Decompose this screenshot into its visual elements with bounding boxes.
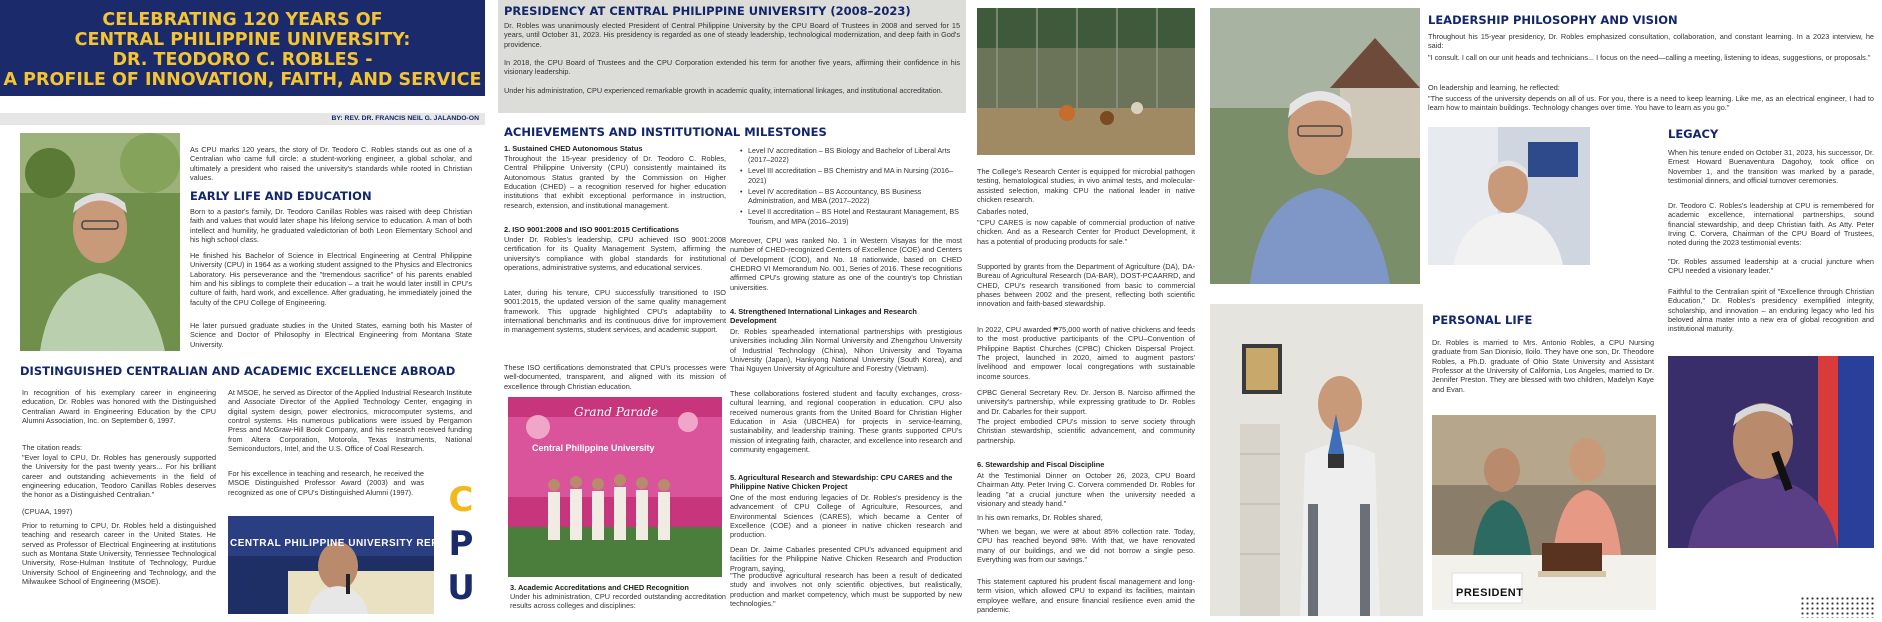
portrait-photo — [20, 133, 180, 351]
s3-title: 3. Academic Accreditations and CHED Recognition — [510, 583, 689, 592]
byline: BY: REV. DR. FRANCIS NEIL G. JALANDO-ON — [331, 115, 479, 122]
photo-banner-text: CENTRAL PHILIPPINE UNIVERSITY REPUBLIC — [230, 538, 472, 549]
legacy-q1: "Dr. Robles assumed leadership at a crucial juncture when CPU needed a visionary leader." — [1668, 257, 1874, 276]
distinguished-heading: DISTINGUISHED CENTRALIAN AND ACADEMIC EXCELLENCE ABROAD — [20, 364, 456, 378]
center-p5: CPBC General Secretary Rev. Dr. Jerson B. Narciso affirmed the university's partnership, while expressing gratitude to Dr. Robles and Dr. Cabarles for their support. — [977, 388, 1195, 416]
center-p6: The project embodied CPU's mission to serve society through Christian stewardship, scientific advancement, and community partnership. — [977, 417, 1195, 445]
list-item: • Level IV accreditation – BS Biology and Bachelor of Liberal Arts (2017–2022) — [740, 146, 962, 164]
personal-p1: Dr. Robles is married to Mrs. Antonio Robles, a CPU Nursing graduate from San Dionisio, Iloilo. They have one son, Dr. Theodore Robles, a Ph.D. graduate of Ohio State University and Assistant Professor at the University of California, Los Angeles, married to Dr. Jennifer Preston. They are blessed with two children, Madelyn Kaye and Evan. — [1432, 338, 1654, 394]
s6-quote: "When we began, we were at about 85% collection rate. Today, CPU has reached beyond 98%. With that, we have renovated many of our buildings, and we did not borrow a single peso. Everything was from our savings." — [977, 527, 1195, 564]
early-life-p1: Born to a pastor's family, Dr. Teodoro Canillas Robles was raised with deep Christian faith and values that would later shape his lifelong service to education. A man of both intellect and humility, he graduated valedictorian of both Leon Elementary School and his high school class. — [190, 207, 472, 244]
legacy-heading: LEGACY — [1668, 127, 1719, 141]
s5-text: One of the most enduring legacies of Dr. Robles's presidency is the advancement of CPU College of Agriculture, Resources, and Environmental Sciences (CARES), which became a Center of Excellence (COE) and a pioneer in native chicken research and production. — [730, 493, 962, 540]
award-trophy-photo — [1210, 304, 1423, 616]
leadership-q2: "The success of the university depends on all of us. For you, there is a need to keep learning. Like me, as an electrical engineer, I had to learn how to maintain buildings. Technology changes over time. You have to learn as you go." — [1428, 94, 1874, 113]
legacy-p3: Faithful to the Centralian spirit of "Excellence through Christian Education," Dr. Robles's presidency exemplified integrity, scholarship, and innovation – an enduring legacy who led his beloved alma mater into a new era of global recognition and institutional maturity. — [1668, 287, 1874, 334]
cpu-letter: P — [448, 524, 474, 564]
banner-title-line: CELEBRATING 120 YEARS OF — [102, 10, 383, 30]
leadership-p2: On leadership and learning, he reflected: — [1428, 83, 1560, 92]
s3-text: Under his administration, CPU recorded outstanding accreditation results across colleges and disciplines: — [510, 592, 726, 611]
leadership-q1: "I consult. I call on our unit heads and technicians... I focus on the need—calling a meeting, listening to ideas, suggestions, or proposals." — [1428, 53, 1871, 62]
event-group-photo — [508, 397, 722, 577]
s6-title: 6. Stewardship and Fiscal Discipline — [977, 460, 1105, 469]
s6-text: At the Testimonial Dinner on October 26, 2023, CPU Board Chairman Atty. Peter Irving C. Corvera commended Dr. Robles for leading "at a crucial juncture when the university needed a visionary and steady hand." — [977, 471, 1195, 508]
early-life-heading: EARLY LIFE AND EDUCATION — [190, 189, 372, 203]
list-item: • Level III accreditation – BS Chemistry and MA in Nursing (2016–2021) — [740, 166, 962, 184]
intro-paragraph: As CPU marks 120 years, the story of Dr. Teodoro C. Robles stands out as one of a Centralian who came full circle: a student-working engineer, a global scholar, and ultimately a president who raised the university's standards while rooted in Christian values. — [190, 145, 472, 182]
byline-bar — [0, 113, 485, 125]
banner-title-line: A PROFILE OF INNOVATION, FAITH, AND SERVICE — [3, 70, 482, 90]
citation-label: The citation reads: — [22, 443, 83, 452]
campus-portrait-photo — [1210, 8, 1420, 284]
early-life-p3: He later pursued graduate studies in the United States, earning both his Master of Science and Doctor of Philosophy in Electrical Engineering from Montana State University. — [190, 321, 472, 349]
s2-text: Under Dr. Robles's leadership, CPU achieved ISO 9001:2008 certification for its Quality Management System, affirming the university's compliance with global standards for institutional operations, administrative systems, and educational services. — [504, 235, 726, 272]
center-p1: The College's Research Center is equipped for microbial pathogen testing, hematological studies, in vivo animal tests, and molecular-assisted selection, making CPU the national leader in native chicken research. — [977, 167, 1195, 204]
early-life-p2: He finished his Bachelor of Science in Electrical Engineering at Central Philippine University (CPU) in 1964 as a working student assigned to the Physics and Electronics Laboratory. His perseverance and the "tremendous sacrifice" of his parents enabled him and his siblings to complete their education – a trait he would later instill in CPU's culture of faith, hard work, and excellence. After graduating, he immediately joined the faculty of the CPU College of Engineering. — [190, 251, 472, 307]
microphone-speech-photo — [1668, 356, 1874, 548]
center-quote: "CPU CARES is now capable of commercial production of native chicken. And as a Research Center for Product Development, it has a potential of producing products for sale." — [977, 218, 1195, 246]
event-banner-text: Grand Parade — [574, 405, 659, 419]
presidency-p2: In 2018, the CPU Board of Trustees and the CPU Corporation extended his term for another five years, affirming their confidence in his visionary leadership. — [504, 58, 960, 77]
presidency-p3: Under his administration, CPU experienced remarkable growth in academic quality, international linkages, and institutional accreditation. — [504, 86, 943, 95]
office-photo — [1428, 127, 1590, 265]
s3-text2: Moreover, CPU was ranked No. 1 in Western Visayas for the most number of CHED-recognized Centers of Excellence (COE) and Centers of Development (COD), and No. 18 nationwide, based on CHED CHEDRO VI Memorandum No. 001, Series of 2016. These recognitions affirmed CPU's growing stature as one of the country's top Christian universities. — [730, 236, 962, 292]
decorative-dot-grid — [1800, 596, 1874, 618]
chicken-facility-photo — [977, 8, 1195, 155]
distinguished-p2: Prior to returning to CPU, Dr. Robles held a distinguished teaching and research career in the United States. He served as Professor of Electrical Engineering at institutions such as Montana State University, Tennessee Technological University, Rose-Hulman Institute of Technology, Purdue University School of Engineering and Technology, and the Milwaukee School of Engineering (MSOE). — [22, 521, 216, 586]
s4-text: Dr. Robles spearheaded international partnerships with prestigious universities including Jilin Normal University and Zhengzhou University of Industrial Technology (China), Nihon University and Toyama University (Japan), Hankyong National University (South Korea), and Thai Nguyen University of Agriculture and Forestry (Vietnam). — [730, 327, 962, 374]
s6-text2: In his own remarks, Dr. Robles shared, — [977, 513, 1103, 522]
distinguished-p4: For his excellence in teaching and research, he received the MSOE Distinguished Professor Award (2003) and was recognized as one of CPU's Distinguished Alumni (1997). — [228, 469, 424, 497]
legacy-p2: Dr. Teodoro C. Robles's leadership at CPU is remembered for academic excellence, international partnerships, sound financial stewardship, and deep Christian faith. As Atty. Peter Irving C. Corvera, Chairman of the CPU Board of Trustees, noted during the 2023 testimonial events: — [1668, 201, 1874, 248]
s2-text2: Later, during his tenure, CPU successfully transitioned to ISO 9001:2015, the updated version of the same quality management framework. This upgrade highlighted CPU's adaptability to international benchmarks and its continuous drive for improvement in management systems, student services, and academic support. — [504, 288, 726, 335]
distinguished-p1: In recognition of his exemplary career in engineering education, Dr. Robles was honored with the Distinguished Centralian Award in Engineering Education by the CPU Alumni Association, Inc. on September 6, 1997. — [22, 388, 216, 425]
presidency-heading: PRESIDENCY AT CENTRAL PHILIPPINE UNIVERSITY (2008–2023) — [504, 4, 911, 18]
presidency-p1: Dr. Robles was unanimously elected President of Central Philippine University by the CPU Board of Trustees in 2008 and served for 15 years, until October 31, 2023. His presidency is regarded as one of steady leadership, technological modernization, and deep faith in God's providence. — [504, 21, 960, 49]
list-item: • Level II accreditation – BS Hotel and Restaurant Management, BS Tourism, and MPA (2016–2019) — [740, 207, 962, 225]
s6-text3: This statement captured his prudent fiscal management and long-term vision, which allowed CPU to expand its facilities, maintain employee welfare, and ensure financial resilience even amid the pandemic. — [977, 577, 1195, 614]
center-p2: Cabarles noted, — [977, 207, 1029, 216]
title-banner — [0, 0, 485, 96]
s5-title: 5. Agricultural Research and Stewardship: CPU CARES and the Philippine Native Chicken Project — [730, 473, 953, 491]
s4-title: 4. Strengthened International Linkages and Research Development — [730, 307, 917, 325]
cake-label: PRESIDENT — [1456, 587, 1524, 599]
distinguished-p3: At MSOE, he served as Director of the Applied Industrial Research Institute and Associate Director of the Applied Technology Center, engaging in digital system design, power electronics, microcomputer systems, and control systems. His numerous publications were issued by Pergamon Press and McGraw-Hill Book Company, and his research received funding from Altera Corporation, Motorola, Texas Instruments, National Semiconductors, Intel, and the U.S. Office of Coal Research. — [228, 388, 472, 453]
banner-title-line: CENTRAL PHILIPPINE UNIVERSITY: — [74, 30, 411, 50]
presidency-box — [498, 0, 966, 113]
speech-photo — [228, 516, 472, 614]
accreditation-list — [740, 146, 962, 228]
birthday-cake-photo — [1432, 415, 1656, 610]
citation-quote: "Ever loyal to CPU, Dr. Robles has generously supported the University for the past twenty years... For his brilliant career and outstanding achievements in the field of engineering education, Teodoro Canillas Robles deserves the honor as a Distinguished Centralian." — [22, 453, 216, 500]
s2-title: 2. ISO 9001:2008 and ISO 9001:2015 Certifications — [504, 225, 680, 234]
list-item: • Level IV accreditation – BS Accountancy, BS Business Administration, and MBA (2017–2022) — [740, 187, 962, 205]
s1-title: 1. Sustained CHED Autonomous Status — [504, 144, 643, 153]
cpu-vertical-letters — [446, 478, 476, 610]
s1-text: Throughout the 15-year presidency of Dr. Teodoro C. Robles, Central Philippine University (CPU) consistently maintained its Autonomous Status granted by the Commission on Higher Education (CHED) – a recognition reserved for higher education institutions that exhibit exceptional performance in instruction, research, extension, and institutional management. — [504, 154, 726, 210]
banner-title — [0, 10, 485, 90]
leadership-heading: LEADERSHIP PHILOSOPHY AND VISION — [1428, 13, 1678, 27]
personal-heading: PERSONAL LIFE — [1432, 313, 1533, 327]
citation-source: (CPUAA, 1997) — [22, 507, 73, 516]
center-p4: In 2022, CPU awarded ₱75,000 worth of native chickens and feeds to the most productive participants of the CPU–Convention of Philippine Baptist Churches (CPBC) Chicken Dispersal Project. The project, launched in 2020, aimed to augment pastors' livelihood and empower local congregations with sustainable income sources. — [977, 325, 1195, 381]
s5-quote: "The productive agricultural research has been a result of dedicated study and involves not only scientific objectives, but realistically, production and market competency, which must be supported by new technologies." — [730, 571, 962, 608]
s4-text2: These collaborations fostered student and faculty exchanges, cross-cultural learning, and regional cooperation in education. CPU also received numerous grants from the United Board for Christian Higher Education in Asia (UBCHEA) for projects in service-learning, sustainability, and leadership training. These grants supported CPU's mission of integrating faith, character, and excellence into research and community engagement. — [730, 389, 962, 454]
s2-text3: These ISO certifications demonstrated that CPU's processes were well-documented, transparent, and aligned with its mission of excellence through Christian education. — [504, 363, 726, 391]
legacy-p1: When his tenure ended on October 31, 2023, his successor, Dr. Ernest Howard Buenaventura Dagohoy, took office on November 1, and the transition was marked by a parade, testimonial dinners, and official turnover ceremonies. — [1668, 148, 1874, 185]
s5-text2: Dean Dr. Jaime Cabarles presented CPU's advanced equipment and facilities for the Philippine Native Chicken Research and Production Program, saying, — [730, 545, 962, 573]
cpu-letter: U — [447, 568, 475, 608]
center-p3: Supported by grants from the Department of Agriculture (DA), DA-Bureau of Agricultural Research (DA-BAR), DOST-PCAARRD, and CHED, CPU's research transitioned from basic to commercial phases between 2002 and the present, reflecting both scientific innovation and faith-based stewardship. — [977, 262, 1195, 309]
achievements-heading: ACHIEVEMENTS AND INSTITUTIONAL MILESTONES — [504, 125, 827, 139]
banner-title-line: DR. TEODORO C. ROBLES - — [112, 50, 373, 70]
cpu-letter: C — [448, 480, 474, 520]
leadership-p1: Throughout his 15-year presidency, Dr. Robles emphasized consultation, collaboration, and constant learning. In a 2023 interview, he said: — [1428, 32, 1874, 51]
event-sub-text: Central Philippine University — [532, 443, 655, 453]
